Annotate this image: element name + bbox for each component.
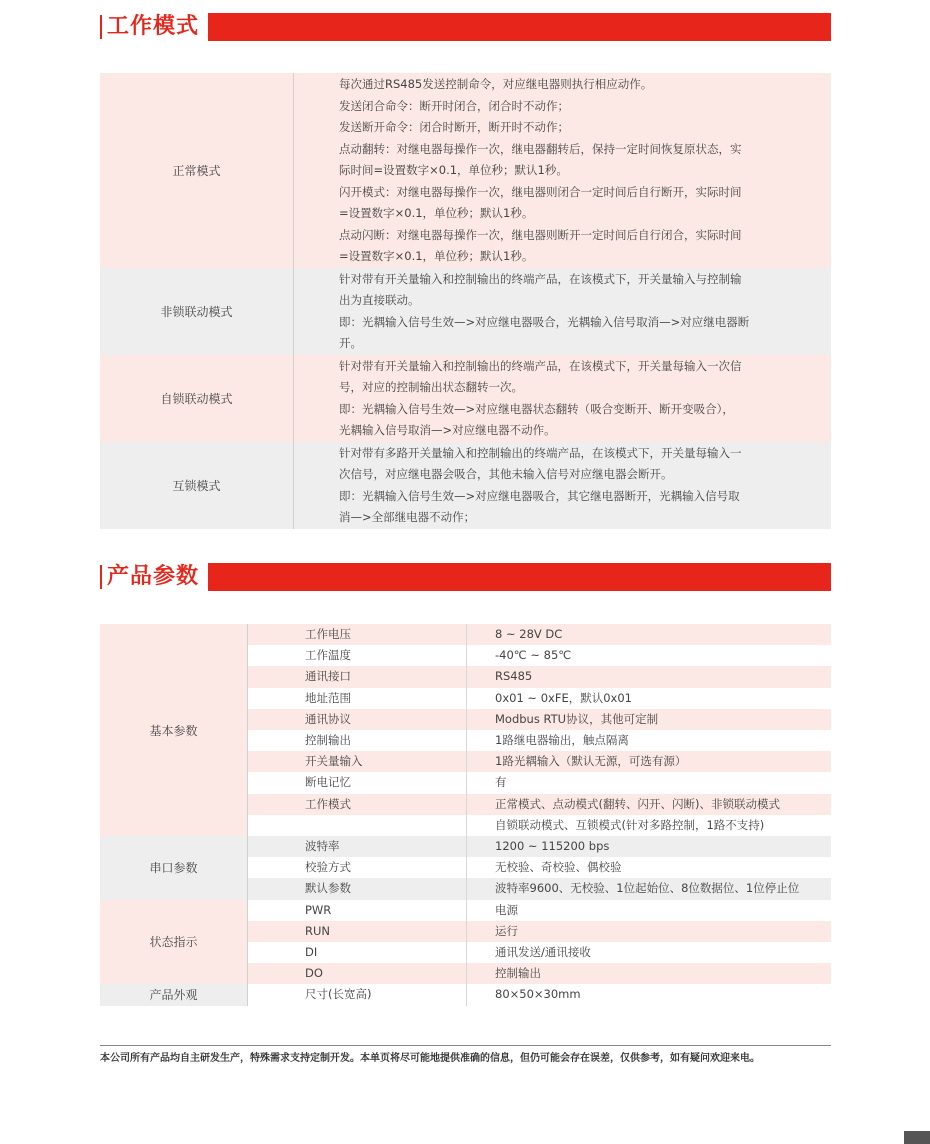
param-group-divider — [247, 900, 248, 985]
mode-row — [100, 355, 831, 442]
param-column-divider — [466, 730, 467, 751]
mode-description-line: =设置数字×0.1，单位秒；默认1秒。 — [339, 206, 534, 220]
mode-description-line: 点动翻转：对继电器每操作一次，继电器翻转后，保持一定时间恢复原状态，实 — [339, 141, 742, 156]
param-value: 1200 ~ 115200 bps — [495, 839, 610, 853]
section-bar — [208, 563, 831, 591]
mode-description-line: 针对带有多路开关量输入和控制输出的终端产品，在该模式下，开关量每输入一 — [339, 445, 742, 460]
mode-description-line: 即：光耦输入信号生效—>对应继电器吸合，光耦输入信号取消—>对应继电器断 — [339, 314, 750, 329]
footer-divider — [100, 1045, 831, 1046]
mode-description-line: 际时间=设置数字×0.1，单位秒；默认1秒。 — [339, 163, 568, 177]
mode-description-line: 开。 — [339, 336, 362, 350]
param-value: 8 ~ 28V DC — [495, 627, 563, 641]
mode-description-line: 出为直接联动。 — [339, 293, 420, 307]
section-mark — [100, 15, 102, 39]
param-name: 波特率 — [305, 839, 340, 853]
param-value: 通讯发送/通讯接收 — [495, 945, 591, 959]
param-value: 自锁联动模式、互锁模式(针对多路控制，1路不支持) — [495, 817, 765, 832]
mode-description-line: 针对带有开关量输入和控制输出的终端产品，在该模式下，开关量输入与控制输 — [339, 271, 742, 286]
param-value: 1路光耦输入（默认无源，可选有源） — [495, 754, 687, 769]
mode-description-line: 消—>全部继电器不动作； — [339, 510, 476, 524]
mode-label: 互锁模式 — [172, 478, 221, 493]
mode-row — [100, 442, 831, 529]
param-value: 1路继电器输出，触点隔离 — [495, 733, 629, 747]
mode-description-line: 闪开模式：对继电器每操作一次，继电器则闭合一定时间后自行断开，实际时间 — [339, 184, 742, 199]
param-column-divider — [466, 709, 467, 730]
param-group-label: 状态指示 — [100, 900, 247, 985]
mode-row — [100, 73, 831, 268]
mode-label: 正常模式 — [172, 163, 221, 178]
param-group-divider — [247, 984, 248, 1005]
mode-description-line: 号，对应的控制输出状态翻转一次。 — [339, 380, 523, 394]
param-name: DO — [305, 966, 323, 981]
param-name: 尺寸(长宽高) — [305, 987, 372, 1002]
mode-description-line: 发送闭合命令：断开时闭合，闭合时不动作； — [339, 98, 569, 113]
mode-description — [294, 73, 831, 268]
param-value: 正常模式、点动模式(翻转、闪开、闪断)、非锁联动模式 — [495, 796, 780, 811]
section-header-params — [100, 563, 831, 591]
mode-description-line: 发送断开命令：闭合时断开，断开时不动作； — [339, 120, 569, 134]
param-column-divider — [466, 794, 467, 815]
param-column-divider — [466, 878, 467, 899]
param-value: 有 — [495, 775, 507, 790]
param-name: PWR — [305, 902, 332, 917]
param-column-divider — [466, 984, 467, 1005]
mode-description-line: 每次通过RS485发送控制命令，对应继电器则执行相应动作。 — [339, 77, 653, 91]
param-name: 开关量输入 — [305, 754, 363, 769]
mode-label: 非锁联动模式 — [160, 304, 233, 319]
footer-note: 本公司所有产品均自主研发生产，特殊需求支持定制开发。本单页将尽可能地提供准确的信息，但仍可能会存在误差，仅供参考，如有疑问欢迎来电。 — [100, 1053, 760, 1064]
param-group-label: 产品外观 — [100, 984, 247, 1005]
section-title-modes: 工作模式 — [107, 14, 200, 39]
section-header-modes — [100, 13, 831, 41]
param-name: DI — [305, 945, 318, 959]
mode-description-line: =设置数字×0.1，单位秒；默认1秒。 — [339, 249, 534, 263]
section-bar — [208, 13, 831, 41]
param-name: 通讯接口 — [305, 669, 351, 684]
param-value: 波特率9600、无校验、1位起始位、8位数据位、1位停止位 — [495, 881, 800, 896]
mode-description-line: 即：光耦输入信号生效—>对应继电器状态翻转（吸合变断开、断开变吸合）， — [339, 401, 734, 416]
mode-description-line: 针对带有开关量输入和控制输出的终端产品，在该模式下，开关量每输入一次信 — [339, 358, 742, 373]
param-column-divider — [466, 921, 467, 942]
param-group-divider — [247, 836, 248, 900]
mode-label: 自锁联动模式 — [160, 391, 233, 406]
param-group-divider — [247, 624, 248, 836]
param-value: 无校验、奇校验、偶校验 — [495, 860, 622, 875]
param-name: 默认参数 — [305, 881, 351, 896]
param-name: 工作电压 — [305, 627, 351, 641]
param-value: 电源 — [495, 902, 518, 917]
param-name: 断电记忆 — [305, 775, 351, 790]
param-column-divider — [466, 772, 467, 793]
param-name: RUN — [305, 923, 331, 938]
mode-description-line: 光耦输入信号取消—>对应继电器不动作。 — [339, 423, 556, 437]
param-column-divider — [466, 751, 467, 772]
param-group-label: 基本参数 — [100, 624, 247, 836]
param-value: -40℃ ~ 85℃ — [495, 648, 572, 663]
param-name: 通讯协议 — [305, 711, 351, 726]
param-column-divider — [466, 900, 467, 921]
mode-description-line: 次信号，对应继电器会吸合，其他未输入信号对应继电器会断开。 — [339, 467, 673, 481]
params-table — [100, 624, 831, 1006]
param-name: 控制输出 — [305, 733, 351, 747]
param-name: 工作模式 — [305, 796, 351, 811]
mode-row — [100, 268, 831, 355]
section-title-params: 产品参数 — [107, 564, 200, 589]
param-column-divider — [466, 624, 467, 645]
param-value: RS485 — [495, 669, 533, 684]
param-column-divider — [466, 666, 467, 687]
param-name: 地址范围 — [305, 690, 351, 705]
param-value: 0x01 ~ 0xFE，默认0x01 — [495, 690, 632, 705]
param-column-divider — [466, 836, 467, 857]
param-group-label: 串口参数 — [100, 836, 247, 900]
param-name: 校验方式 — [305, 860, 351, 875]
param-value: 控制输出 — [495, 966, 541, 981]
mode-description-line: 即：光耦输入信号生效—>对应继电器吸合，其它继电器断开，光耦输入信号取 — [339, 488, 740, 503]
param-column-divider — [466, 645, 467, 666]
param-column-divider — [466, 942, 467, 963]
mode-description — [294, 268, 831, 355]
mode-description-line: 点动闪断：对继电器每操作一次，继电器则断开一定时间后自行闭合，实际时间 — [339, 227, 742, 242]
param-value: Modbus RTU协议，其他可定制 — [495, 711, 659, 726]
param-column-divider — [466, 688, 467, 709]
mode-description — [294, 442, 831, 529]
param-column-divider — [466, 857, 467, 878]
param-value: 运行 — [495, 923, 518, 938]
mode-description — [294, 355, 831, 442]
corner-block — [904, 1131, 930, 1144]
section-mark — [100, 565, 102, 589]
param-column-divider — [466, 815, 467, 836]
param-value: 80×50×30mm — [495, 987, 581, 1002]
param-column-divider — [466, 963, 467, 984]
modes-table — [100, 73, 831, 529]
param-name: 工作温度 — [305, 648, 351, 663]
